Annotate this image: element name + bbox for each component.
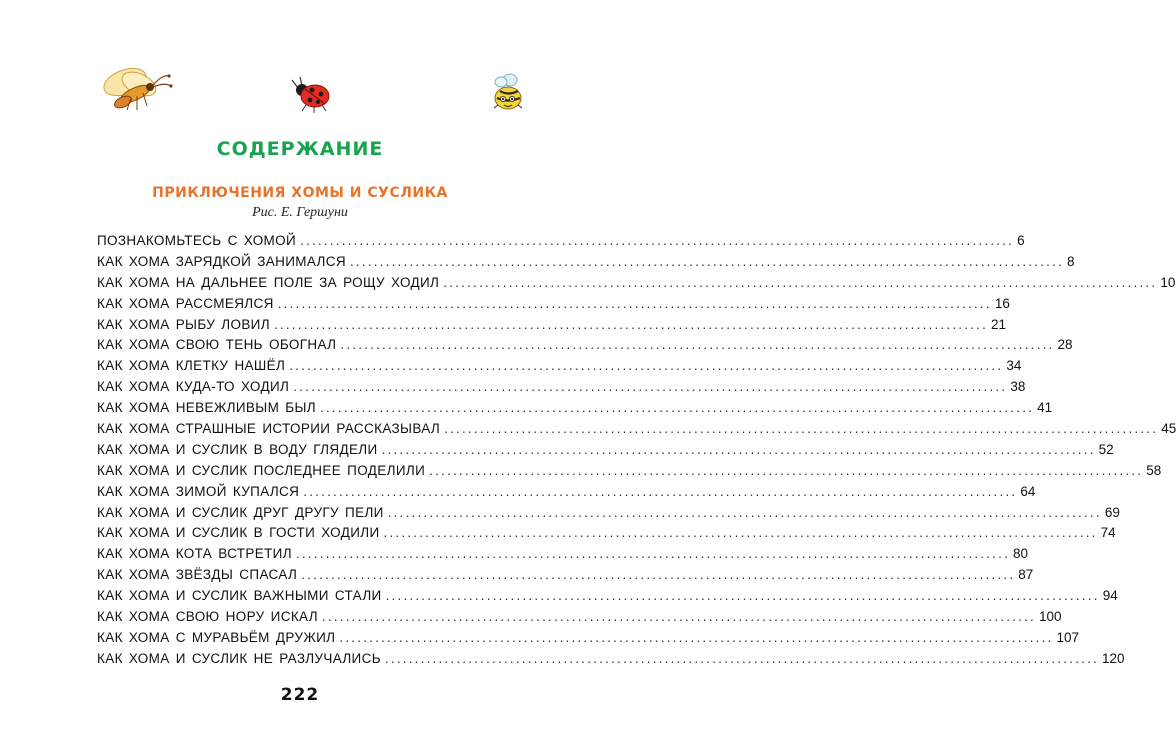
toc-entry-page: 16 bbox=[994, 295, 1010, 311]
toc-entry-title: КАК ХОМА И СУСЛИК ВАЖНЫМИ СТАЛИ bbox=[97, 588, 382, 604]
toc-leader-dots: ........................................................................................................................ bbox=[303, 483, 1018, 499]
toc-entry-title: КАК ХОМА КЛЕТКУ НАШЁЛ bbox=[97, 358, 286, 374]
toc-entry-title: КАК ХОМА РЫБУ ЛОВИЛ bbox=[97, 316, 270, 332]
toc-entry-title: КАК ХОМА С МУРАВЬЁМ ДРУЖИЛ bbox=[97, 629, 336, 645]
toc-entry-page: 45 bbox=[1161, 421, 1176, 437]
toc-entry-page: 6 bbox=[1017, 233, 1025, 248]
toc-entry-page: 10 bbox=[1160, 274, 1176, 290]
moth-icon bbox=[95, 60, 177, 116]
toc-entry-title: КАК ХОМА СВОЮ НОРУ ИСКАЛ bbox=[97, 609, 318, 625]
toc-leader-dots: ........................................................................................................................ bbox=[383, 525, 1098, 541]
toc-leader-dots: ........................................................................................................................ bbox=[289, 358, 1004, 374]
bee-icon bbox=[488, 72, 528, 114]
toc-entry[interactable] bbox=[97, 629, 1080, 651]
toc-entry-title: КАК ХОМА НА ДАЛЬНЕЕ ПОЛЕ ЗА РОЩУ ХОДИЛ bbox=[97, 274, 440, 290]
toc-entry-title: КАК ХОМА СТРАШНЫЕ ИСТОРИИ РАССКАЗЫВАЛ bbox=[97, 421, 441, 437]
toc-leader-dots: ........................................................................................................................ bbox=[444, 421, 1159, 437]
toc-entry-page: 107 bbox=[1056, 629, 1080, 645]
toc-entry[interactable] bbox=[97, 233, 1025, 254]
toc-entry[interactable] bbox=[97, 295, 1010, 317]
toc-leader-dots: ........................................................................................................................ bbox=[321, 609, 1036, 625]
toc-entry-title: КАК ХОМА ЗИМОЙ КУПАЛСЯ bbox=[97, 483, 300, 499]
toc-leader-dots: ........................................................................................................................ bbox=[340, 337, 1055, 353]
toc-entry-title: КАК ХОМА КОТА ВСТРЕТИЛ bbox=[97, 546, 292, 562]
page-number: 222 bbox=[280, 685, 320, 705]
toc-entry[interactable] bbox=[97, 441, 1114, 463]
toc-entry-title: КАК ХОМА РАССМЕЯЛСЯ bbox=[97, 295, 274, 311]
toc-entry-title: КАК ХОМА И СУСЛИК В ГОСТИ ХОДИЛИ bbox=[97, 525, 380, 541]
toc-entry-page: 74 bbox=[1100, 525, 1116, 541]
toc-entry-page: 100 bbox=[1039, 609, 1062, 625]
toc-entry-page: 87 bbox=[1018, 567, 1034, 583]
toc-entry-page: 64 bbox=[1020, 483, 1036, 499]
toc-entry-page: 41 bbox=[1037, 400, 1053, 416]
toc-leader-dots: ........................................................................................................................ bbox=[273, 316, 989, 332]
toc-entry[interactable] bbox=[97, 253, 1075, 275]
contents-heading: СОДЕРЖАНИЕ bbox=[216, 138, 384, 160]
toc-entry-page: 52 bbox=[1098, 441, 1114, 457]
toc-leader-dots: ........................................................................................................................ bbox=[277, 295, 992, 311]
toc-leader-dots: ........................................................................................................................ bbox=[443, 274, 1158, 290]
toc-entry-page: 28 bbox=[1057, 337, 1073, 353]
toc-entry[interactable] bbox=[97, 525, 1116, 546]
toc-leader-dots: ........................................................................................................................ bbox=[300, 233, 1015, 248]
toc-entry[interactable] bbox=[97, 609, 1062, 630]
toc-leader-dots: ........................................................................................................................ bbox=[384, 650, 1100, 666]
decorative-insects bbox=[0, 60, 600, 130]
toc-entry[interactable] bbox=[97, 462, 1162, 484]
toc-entry-page: 58 bbox=[1146, 462, 1162, 478]
toc-entry-title: КАК ХОМА НЕВЕЖЛИВЫМ БЫЛ bbox=[97, 400, 317, 416]
toc-leader-dots: ........................................................................................................................ bbox=[385, 588, 1100, 604]
toc-entry[interactable] bbox=[97, 421, 1176, 442]
toc-entry[interactable] bbox=[97, 274, 1176, 296]
toc-entry[interactable] bbox=[97, 379, 1026, 400]
toc-entry-page: 34 bbox=[1006, 358, 1022, 374]
toc-leader-dots: ........................................................................................................................ bbox=[295, 546, 1011, 562]
toc-entry[interactable] bbox=[97, 504, 1120, 526]
toc-entry-title: ПОЗНАКОМЬТЕСЬ С ХОМОЙ bbox=[97, 233, 297, 248]
toc-entry[interactable] bbox=[97, 316, 1007, 338]
toc-entry[interactable] bbox=[97, 588, 1118, 609]
toc-leader-dots: ........................................................................................................................ bbox=[387, 504, 1102, 520]
toc-leader-dots: ........................................................................................................................ bbox=[301, 567, 1016, 583]
toc-entry-page: 38 bbox=[1010, 379, 1026, 395]
toc-leader-dots: ........................................................................................................................ bbox=[349, 253, 1065, 269]
toc-entry-title: КАК ХОМА И СУСЛИК ПОСЛЕДНЕЕ ПОДЕЛИЛИ bbox=[97, 462, 426, 478]
toc-entry-title: КАК ХОМА КУДА-ТО ХОДИЛ bbox=[97, 379, 290, 395]
toc-entry-page: 69 bbox=[1104, 504, 1120, 520]
toc-leader-dots: ........................................................................................................................ bbox=[429, 462, 1144, 478]
toc-entry-page: 8 bbox=[1067, 253, 1075, 269]
toc-entry[interactable] bbox=[97, 650, 1125, 672]
toc-entry[interactable] bbox=[97, 337, 1073, 358]
ladybug-icon bbox=[288, 74, 334, 114]
toc-entry[interactable] bbox=[97, 483, 1036, 505]
toc-entry-title: КАК ХОМА СВОЮ ТЕНЬ ОБОГНАЛ bbox=[97, 337, 337, 353]
toc-leader-dots: ........................................................................................................................ bbox=[293, 379, 1008, 395]
toc-entry-page: 120 bbox=[1102, 650, 1125, 666]
toc-entry-title: КАК ХОМА ЗВЁЗДЫ СПАСАЛ bbox=[97, 567, 298, 583]
toc-entry-title: КАК ХОМА И СУСЛИК НЕ РАЗЛУЧАЛИСЬ bbox=[97, 650, 381, 666]
toc-leader-dots: ........................................................................................................................ bbox=[339, 629, 1054, 645]
toc-entry-page: 80 bbox=[1013, 546, 1029, 562]
toc-entry-title: КАК ХОМА И СУСЛИК В ВОДУ ГЛЯДЕЛИ bbox=[97, 441, 378, 457]
toc-entry-page: 21 bbox=[991, 316, 1007, 332]
toc-leader-dots: ........................................................................................................................ bbox=[381, 441, 1096, 457]
section-title: ПРИКЛЮЧЕНИЯ ХОМЫ И СУСЛИКА bbox=[152, 185, 448, 201]
table-of-contents bbox=[97, 233, 1176, 672]
toc-entry-page: 94 bbox=[1102, 588, 1118, 604]
toc-entry[interactable] bbox=[97, 358, 1022, 379]
toc-entry[interactable] bbox=[97, 567, 1034, 588]
toc-entry-title: КАК ХОМА ЗАРЯДКОЙ ЗАНИМАЛСЯ bbox=[97, 253, 346, 269]
toc-entry[interactable] bbox=[97, 546, 1029, 567]
toc-entry-title: КАК ХОМА И СУСЛИК ДРУГ ДРУГУ ПЕЛИ bbox=[97, 504, 384, 520]
illustrator-credit: Рис. Е. Гершуни bbox=[252, 205, 348, 220]
toc-leader-dots: ........................................................................................................................ bbox=[320, 400, 1035, 416]
toc-entry[interactable] bbox=[97, 400, 1053, 421]
